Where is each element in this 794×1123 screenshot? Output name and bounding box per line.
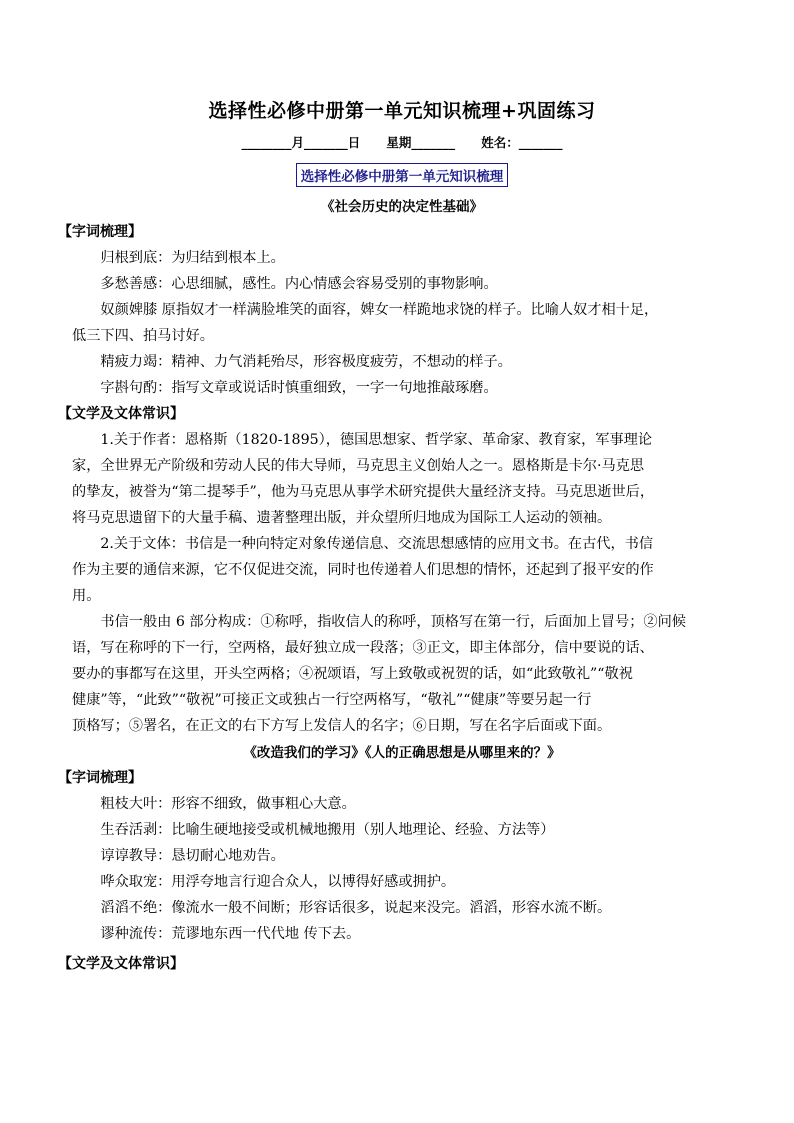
part1-lit-heading: 【文学及文体常识】 [58,406,184,422]
lit-line: 顶格写；⑤署名，在正文的右下方写上发信人的名字；⑥日期，写在名字后面或下面。 [72,718,612,734]
document-title: 选择性必修中册第一单元知识梳理+巩固练习 [208,100,596,122]
document-page [58,96,732,977]
vocab-item: 粗枝大叶：形容不细致，做事粗心大意。 [100,796,356,812]
lit-line: 用。 [72,588,101,604]
vocab-item-continued: 低三下四、拍马讨好。 [72,328,214,344]
part2-vocab-heading: 【字词梳理】 [58,770,142,786]
lit-line: 1.关于作者：恩格斯（1820-1895），德国思想家、哲学家、革命家、教育家，军事理论 [100,432,653,448]
section-box-title: 选择性必修中册第一单元知识梳理 [296,163,509,187]
vocab-item: 生吞活剥：比喻生硬地接受或机械地搬用（别人地理论、经验、方法等） [100,822,555,838]
vocab-item: 谆谆教导：恳切耐心地劝告。 [100,848,285,864]
section-box-wrap [72,163,732,187]
lit-line: 要办的事都写在这里，开头空两格；④祝颂语，写上致敬或祝贺的话，如“此致敬礼”“敬祝 [72,666,633,682]
part2-subtitle: 《改造我们的学习》《人的正确思想是从哪里来的？》 [243,745,561,761]
part2-lit-heading: 【文学及文体常识】 [58,956,184,972]
lit-line: 作为主要的通信来源，它不仅促进交流，同时也传递着人们思想的情怀，还起到了报平安的作 [72,562,654,578]
vocab-item: 归根到底：为归结到根本上。 [100,250,285,266]
vocab-item: 多愁善感：心思细腻，感性。内心情感会容易受别的事物影响。 [100,276,498,292]
part1-subtitle: 《社会历史的决定性基础》 [321,199,483,215]
lit-line: 书信一般由 6 部分构成：①称呼，指收信人的称呼，顶格写在第一行，后面加上冒号；②问候 [100,614,686,630]
lit-line: 家，全世界无产阶级和劳动人民的伟大导师，马克思主义创始人之一。恩格斯是卡尔·马克思 [72,458,645,474]
vocab-item: 奴颜婢膝 原指奴才一样满脸堆笑的面容，婢女一样跪地求饶的样子。比喻人奴才相十足， [100,302,659,318]
lit-line: 2.关于文体：书信是一种向特定对象传递信息、交流思想感情的应用文书。在古代，书信 [100,536,654,552]
lit-line: 的挚友，被誉为“第二提琴手”，他为马克思从事学术研究提供大量经济支持。马克思逝世后， [72,484,655,500]
part1-vocab-heading: 【字词梳理】 [58,224,142,240]
vocab-item: 滔滔不绝：像流水一般不间断；形容话很多，说起来没完。滔滔，形容水流不断。 [100,900,612,916]
vocab-item: 谬种流传：荒谬地东西一代代地 传下去。 [100,926,361,942]
lit-line: 健康”等，“此致”“敬祝”可接正文或独占一行空两格写，“敬礼”“健康”等要另起一行 [72,692,592,708]
lit-line: 语，写在称呼的下一行，空两格，最好独立成一段落；③正文，即主体部分，信中要说的话、 [72,640,654,656]
vocab-item: 哗众取宠：用浮夸地言行迎合众人，以博得好感或拥护。 [100,874,456,890]
date-name-line: ________月_______日 星期_______ 姓名：_______ [241,135,563,150]
lit-line: 将马克思遗留下的大量手稿、遗著整理出版，并众望所归地成为国际工人运动的领袖。 [72,510,612,526]
vocab-item: 精疲力竭：精神、力气消耗殆尽，形容极度疲劳，不想动的样子。 [100,354,512,370]
vocab-item: 字斟句酌：指写文章或说话时慎重细致，一字一句地推敲琢磨。 [100,380,498,396]
